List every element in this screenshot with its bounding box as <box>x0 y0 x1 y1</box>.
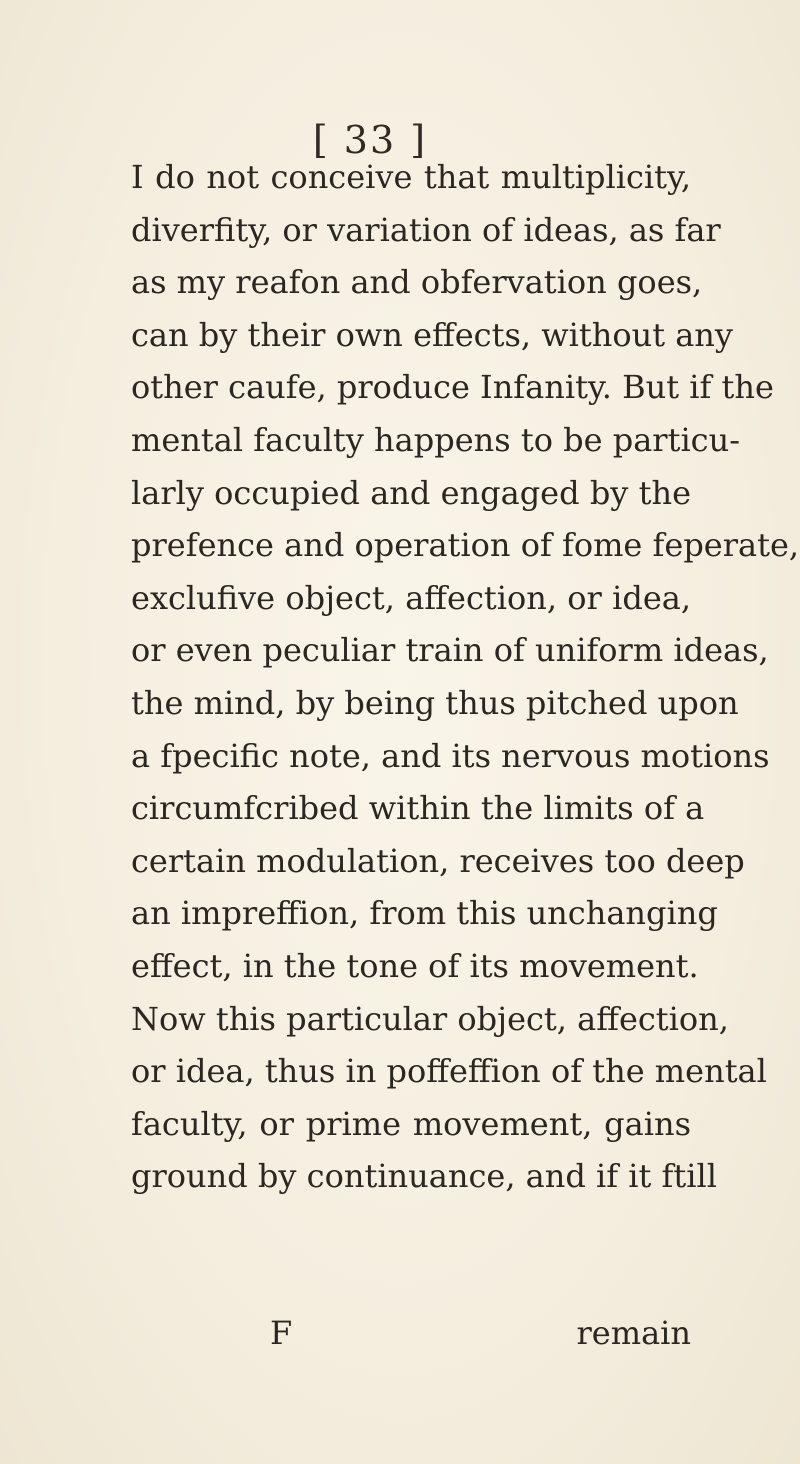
text-line: larly occupied and engaged by the <box>131 473 691 512</box>
body-text <box>131 151 800 1203</box>
text-line: certain modulation, receives too deep <box>131 841 745 880</box>
text-line: a fpecific note, and its nervous motions <box>131 736 770 775</box>
catchword: remain <box>576 1314 691 1352</box>
text-line: diverfity, or variation of ideas, as far <box>131 210 721 249</box>
text-line: Now this particular object, affection, <box>131 999 729 1038</box>
text-line: as my reafon and obfervation goes, <box>131 263 703 302</box>
text-line: other caufe, produce Infanity. But if the <box>131 368 774 407</box>
text-line: an impreffion, from this unchanging <box>131 894 718 933</box>
text-line: or even peculiar train of uniform ideas, <box>131 631 769 670</box>
text-line: or idea, thus in poffeffion of the mental <box>131 1052 767 1091</box>
page-number: [ 33 ] <box>312 118 428 162</box>
text-line: mental faculty happens to be particu- <box>131 420 741 459</box>
signature-mark: F <box>270 1314 293 1352</box>
page-footer <box>131 1314 691 1374</box>
text-line: effect, in the tone of its movement. <box>131 946 699 985</box>
text-line: can by their own effects, without any <box>131 315 733 354</box>
text-line: ground by continuance, and if it ftill <box>131 1157 717 1196</box>
text-line: I do not conceive that multiplicity, <box>131 158 691 196</box>
text-line: circumfcribed within the limits of a <box>131 789 705 828</box>
text-line: exclufive object, affection, or idea, <box>131 578 691 617</box>
text-line: prefence and operation of fome feperate, <box>131 526 800 565</box>
text-line: faculty, or prime movement, gains <box>131 1104 691 1143</box>
text-line: the mind, by being thus pitched upon <box>131 683 739 722</box>
